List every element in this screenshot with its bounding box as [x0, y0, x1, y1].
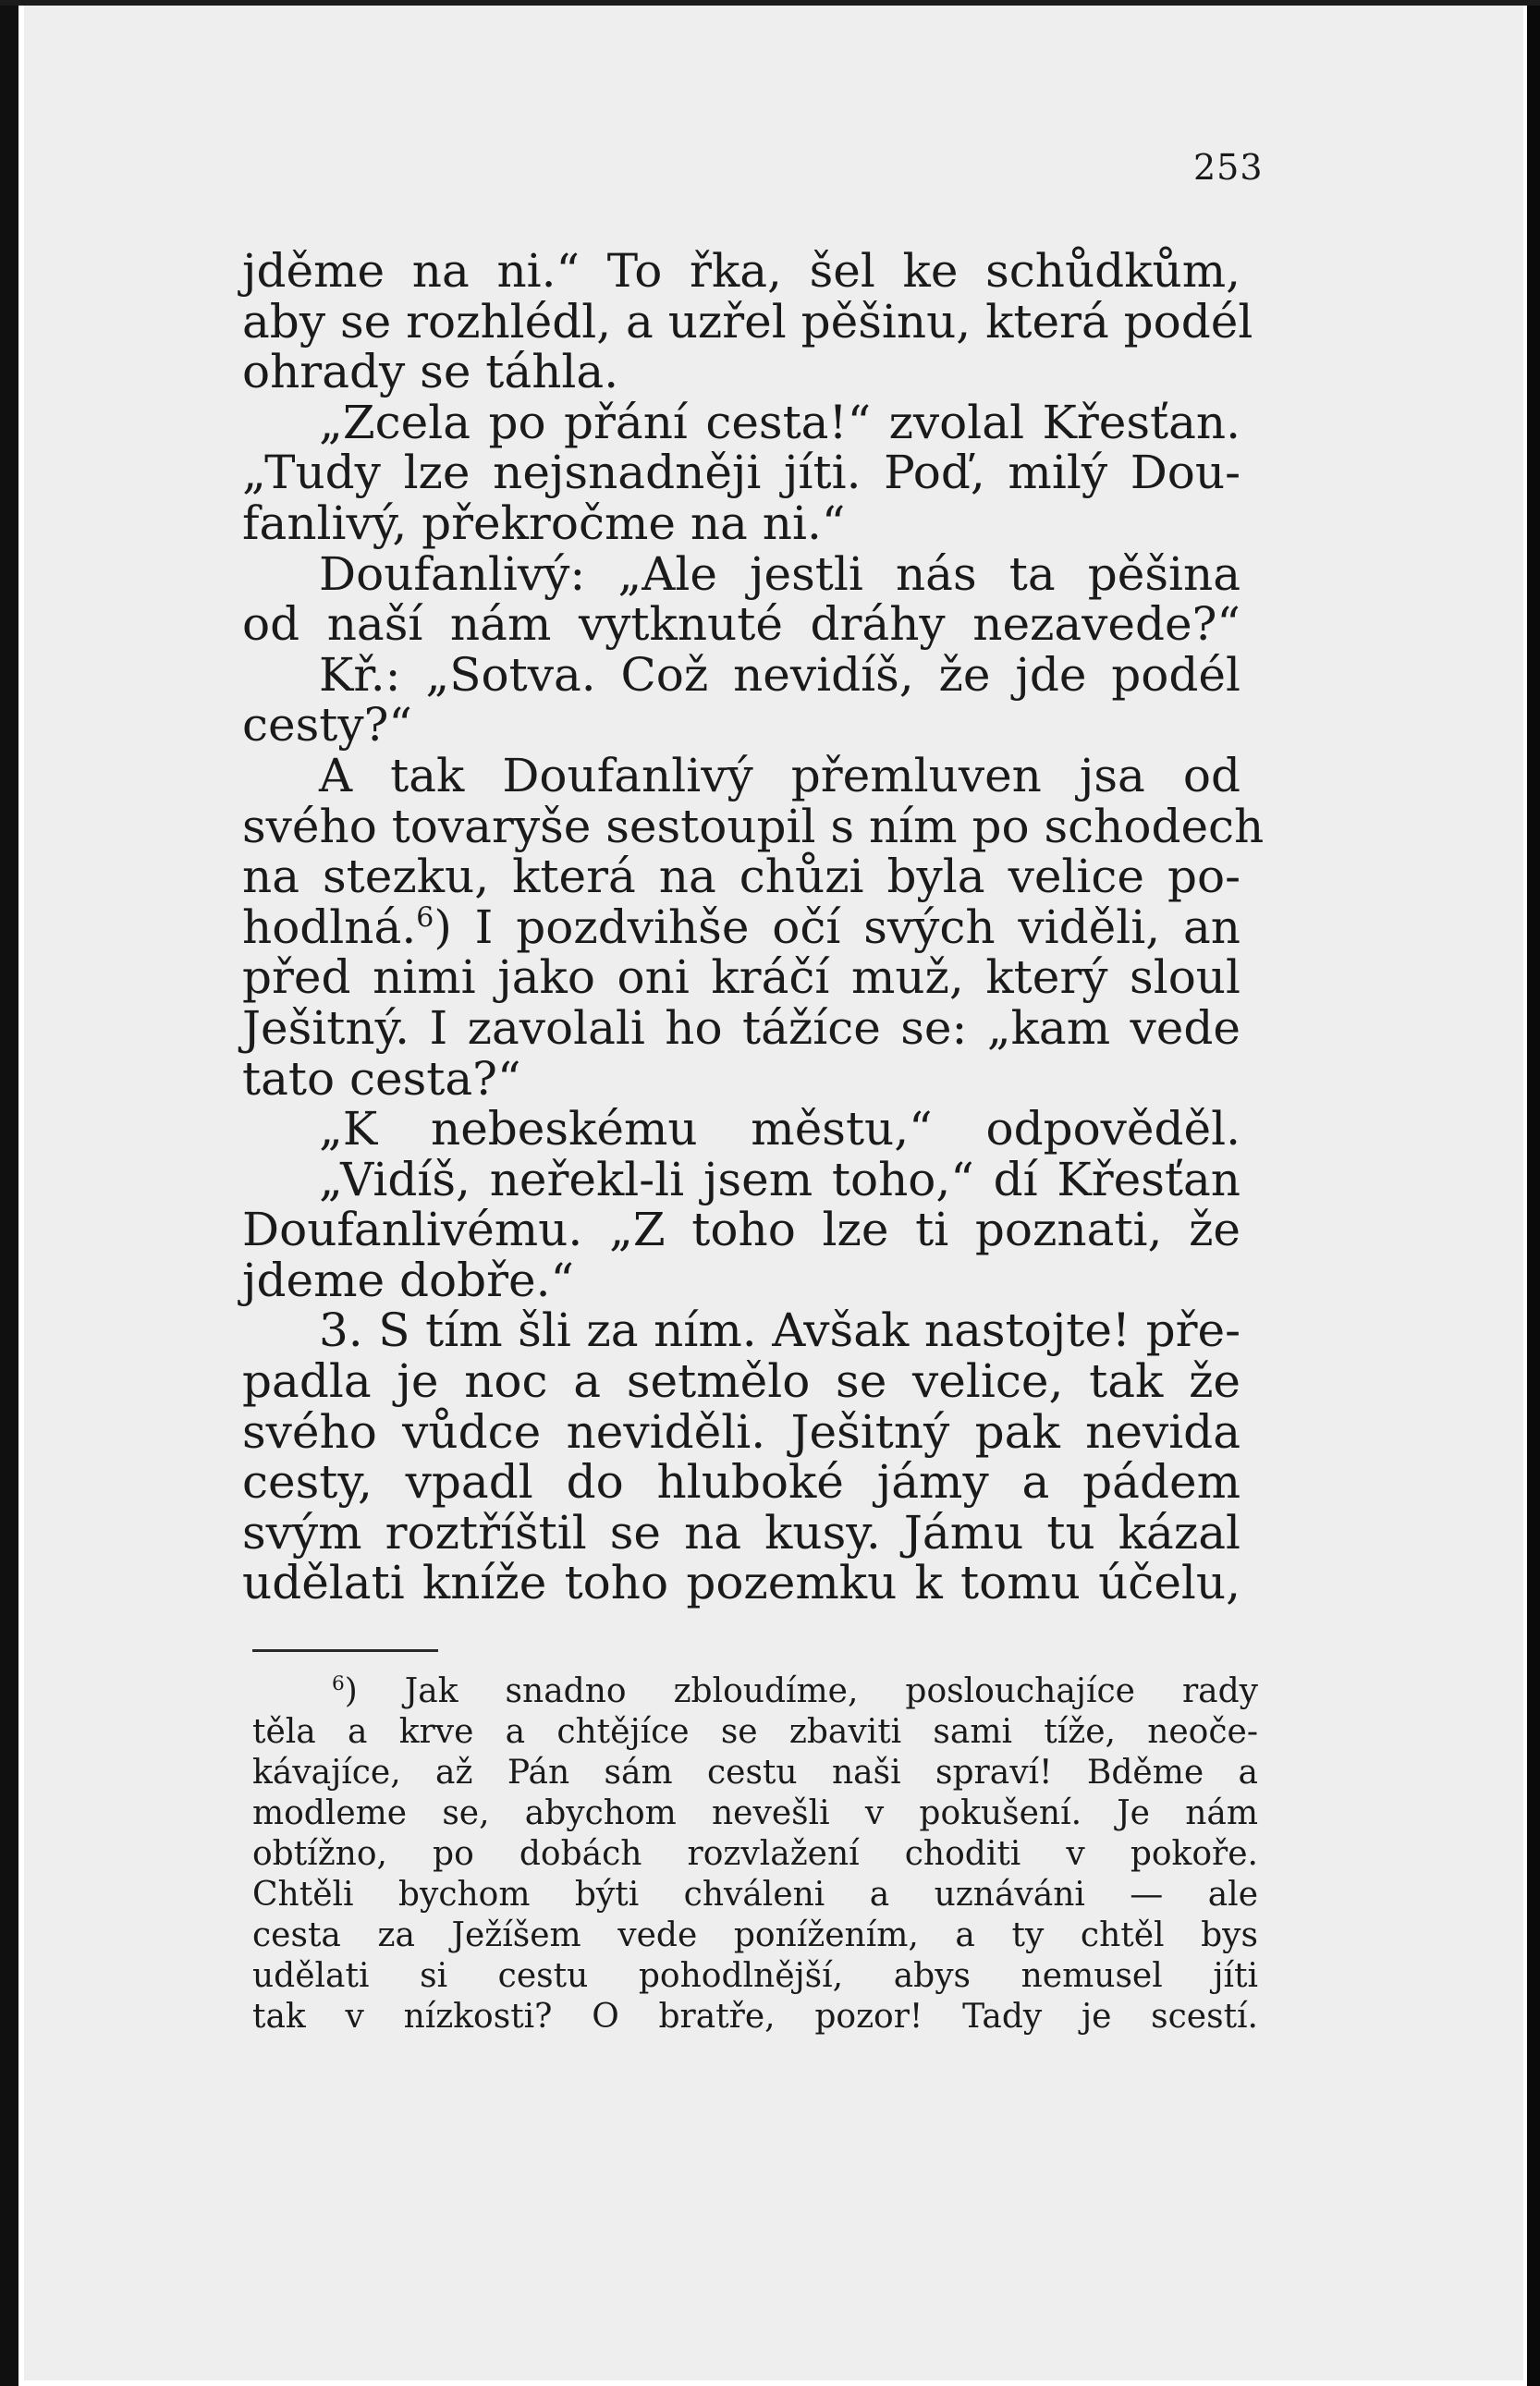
footnote-line: [252, 1671, 1258, 1712]
text-line: svého vůdce neviděli. Ješitný pak nevida: [242, 1404, 1241, 1459]
footnote: [252, 1671, 1258, 2037]
text-line: fanlivý, překročme na ni.“: [242, 496, 846, 550]
footnote-line: kávajíce, až Pán sám cestu naši spraví! Bděme a: [252, 1754, 1258, 1792]
footnote-line: tak v nízkosti? O bratře, pozor! Tady je scestí.: [252, 1998, 1258, 2036]
text-line: jdeme dobře.“: [242, 1253, 575, 1307]
text-line: od naší nám vytknuté dráhy nezavede?“: [242, 597, 1241, 652]
text-line: udělati kníže toho pozemku k tomu účelu,: [242, 1556, 1241, 1610]
text-line: před nimi jako oni kráčí muž, který sloul: [242, 950, 1241, 1005]
text-line: tato cesta?“: [242, 1051, 521, 1106]
text-line: Doufanlivému. „Z toho lze ti poznati, že: [242, 1203, 1241, 1257]
text-line: 3. S tím šli za ním. Avšak nastojte! pře-: [319, 1303, 1241, 1358]
text-line: [242, 899, 1241, 954]
footnote-marker: 6: [332, 1672, 345, 1695]
footnote-divider: [252, 1649, 438, 1652]
text-line: cesty, vpadl do hluboké jámy a pádem: [242, 1455, 1241, 1510]
text-line: jděme na ni.“ To řka, šel ke schůdkům,: [242, 244, 1241, 298]
page-number: 253: [1193, 147, 1264, 188]
text-line: „Zcela po přání cesta!“ zvolal Křesťan.: [319, 395, 1241, 449]
footnote-line: udělati si cestu pohodlnější, abys nemusel jíti: [252, 1957, 1258, 1995]
footnote-line: Chtěli bychom býti chváleni a uznáváni — ale: [252, 1876, 1258, 1914]
footnote-line-text: ) Jak snadno zbloudíme, poslouchajíce rady: [344, 1672, 1258, 1710]
text-line: ohrady se táhla.: [242, 345, 619, 399]
body-text: [242, 244, 1265, 1610]
text-line: Ješitný. I zavolali ho tážíce se: „kam vede: [242, 1000, 1241, 1055]
text-line-start: hodlná.: [242, 899, 417, 954]
scan-border-left: [0, 0, 18, 2386]
text-line: aby se rozhlédl, a uzřel pěšinu, která podél: [242, 294, 1253, 349]
text-line-rest: ) I pozdvihše očí svých viděli, an: [434, 899, 1241, 954]
text-line: „Vidíš, neřekl-li jsem toho,“ dí Křesťan: [319, 1152, 1241, 1206]
text-line: cesty?“: [242, 698, 412, 753]
text-line: Doufanlivý: „Ale jestli nás ta pěšina: [319, 546, 1241, 601]
text-line: Kř.: „Sotva. Což nevidíš, že jde podél: [319, 647, 1241, 702]
text-line: svým roztříštil se na kusy. Jámu tu kázal: [242, 1505, 1241, 1560]
text-line: na stezku, která na chůzi byla velice po-: [242, 850, 1241, 904]
text-line: „Tudy lze nejsnadněji jíti. Poď, milý Dou-: [242, 446, 1241, 500]
footnote-reference[interactable]: 6: [416, 901, 434, 935]
text-line: A tak Doufanlivý přemluven jsa od: [319, 748, 1241, 802]
footnote-line: těla a krve a chtějíce se zbaviti sami tíže, neoče-: [252, 1713, 1258, 1751]
text-line: padla je noc a setmělo se velice, tak že: [242, 1354, 1241, 1409]
footnote-line: modleme se, abychom nevešli v pokušení. Je nám: [252, 1794, 1258, 1832]
footnote-line: obtížno, po dobách rozvlažení choditi v pokoře.: [252, 1835, 1258, 1873]
scan-border-right: [1527, 0, 1540, 2386]
footnote-line: cesta za Ježíšem vede ponížením, a ty chtěl bys: [252, 1916, 1258, 1954]
text-line: svého tovaryše sestoupil s ním po schodech: [242, 799, 1265, 853]
text-line: „K nebeskému městu,“ odpověděl.: [319, 1102, 1241, 1156]
